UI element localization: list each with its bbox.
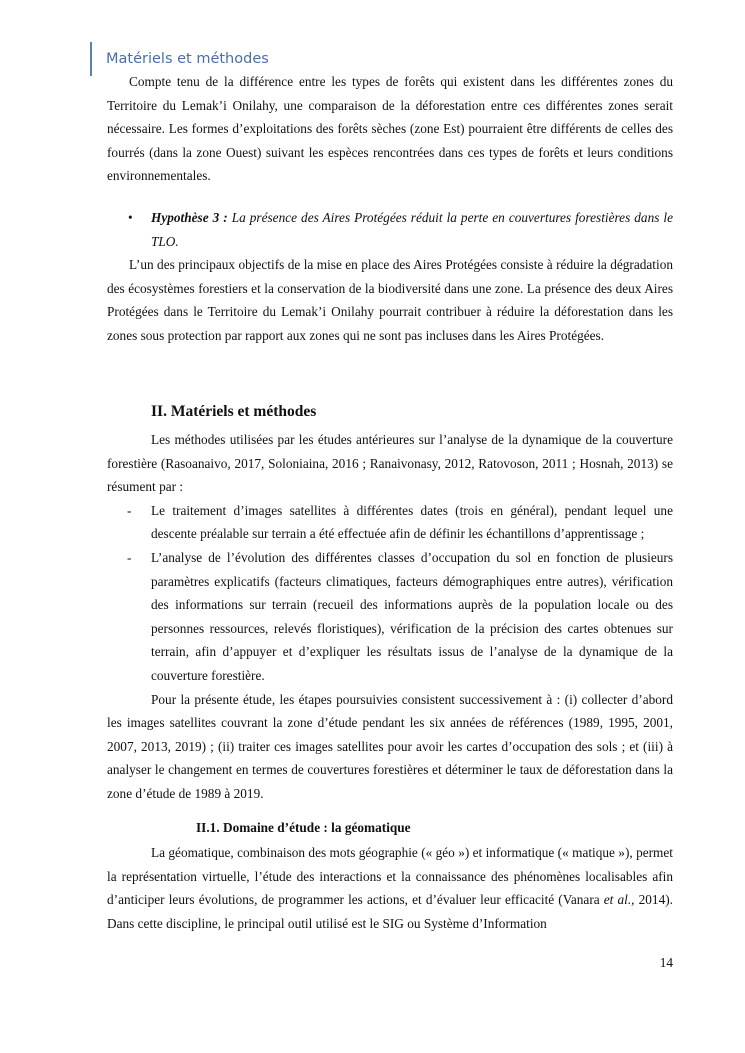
section-intro: Les méthodes utilisées par les études antérieures sur l’analyse de la dynamique de la couverture forestière (Rasoanaivo, 2017, Soloniaina, 2016 ; Ranaivonasy, 2012, Ratovoson, 2011 ; Hosnah, 2013) se résument par : (107, 432, 673, 495)
list-item (107, 546, 673, 688)
subsection-paragraph-part2: 2014). Dans cette discipline, le principal outil utilisé est le SIG ou Système d’Information (107, 892, 673, 931)
hypothesis-item (107, 206, 673, 253)
intro-paragraph: Compte tenu de la différence entre les types de forêts qui existent dans les différentes zones du Territoire du Lemak’i Onilahy, une comparaison de la déforestation entre ces différentes zones serait nécessaire. Les formes d’exploitations des forêts sèches (zone Est) pourraient être différents de celles des fourrés (dans la zone Ouest) suivant les espèces rencontrées dans ces types de forêts et leurs conditions environnementales. (107, 74, 673, 184)
section-block (107, 400, 673, 424)
subsection-body (107, 841, 673, 935)
dash-icon: - (127, 549, 132, 565)
hypothesis-text: La présence des Aires Protégées réduit la perte en couvertures forestières dans le TLO. (151, 210, 673, 249)
subsection-paragraph-part1: La géomatique, combinaison des mots géographie (« géo ») et informatique (« matique »), permet la représentation virtuelle, l’étude des interactions et la connaissance des phénomènes localisables afin d’anticiper leurs évolutions, de programmer les actions, et d’évaluer leur efficacité (Vanara (107, 845, 673, 908)
bullet-icon: • (128, 210, 133, 225)
hypothesis-block (107, 206, 673, 348)
dash-icon: - (127, 502, 132, 518)
subsection-block (107, 816, 673, 840)
citation-etal: et al., (603, 892, 635, 908)
list-item (107, 499, 673, 546)
running-header-title: Matériels et méthodes (106, 51, 269, 67)
intro-paragraph-block (107, 70, 673, 188)
steps-paragraph: Pour la présente étude, les étapes poursuivies consistent successivement à : (i) collecter d’abord les images satellites couvrant la zone d’étude pendant les six années de références (1989, 1995, 2001, 2007, 2013, 2019) ; (ii) traiter ces images satellites pour avoir les cartes d’occupation des sols ; et (iii) à analyser le changement en termes de couvertures forestières et déterminer le taux de déforestation dans la zone d’étude de 1989 à 2019. (107, 691, 673, 801)
list-item-text: Le traitement d’images satellites à différentes dates (trois en général), pendant lequel une descente préalable sur terrain a été effectuée afin de définir les échantillons d’apprentissage ; (151, 502, 673, 542)
subsection-paragraph (107, 841, 673, 935)
hypothesis-paragraph: L’un des principaux objectifs de la mise en place des Aires Protégées consiste à réduire la dégradation des écosystèmes forestiers et la conservation de la biodiversité dans une zone. La présence des deux Aires Protégées dans le Territoire du Lemak’i Onilahy pourrait contribuer à réduire la déforestation dans les zones sous protection par rapport aux zones qui ne sont pas incluses dans les Aires Protégées. (107, 257, 673, 343)
subsection-heading: II.1. Domaine d’étude : la géomatique (196, 820, 411, 835)
hypothesis-label: Hypothèse 3 : (151, 210, 228, 225)
page-number: 14 (659, 955, 673, 970)
section-body (107, 428, 673, 806)
section-heading: II. Matériels et méthodes (151, 403, 317, 420)
list-item-text: L’analyse de l’évolution des différentes classes d’occupation du sol en fonction de plusieurs paramètres explicatifs (facteurs climatiques, facteurs démographiques entre autres), vérification des informations sur terrain (recueil des informations auprès de la population locale ou des personnes ressources, relevés floristiques), vérification de la précision des cartes obtenues sur terrain, afin d’appuyer et d’expliquer les résultats issus de l’analyse de la dynamique de la couverture forestière. (151, 549, 673, 683)
